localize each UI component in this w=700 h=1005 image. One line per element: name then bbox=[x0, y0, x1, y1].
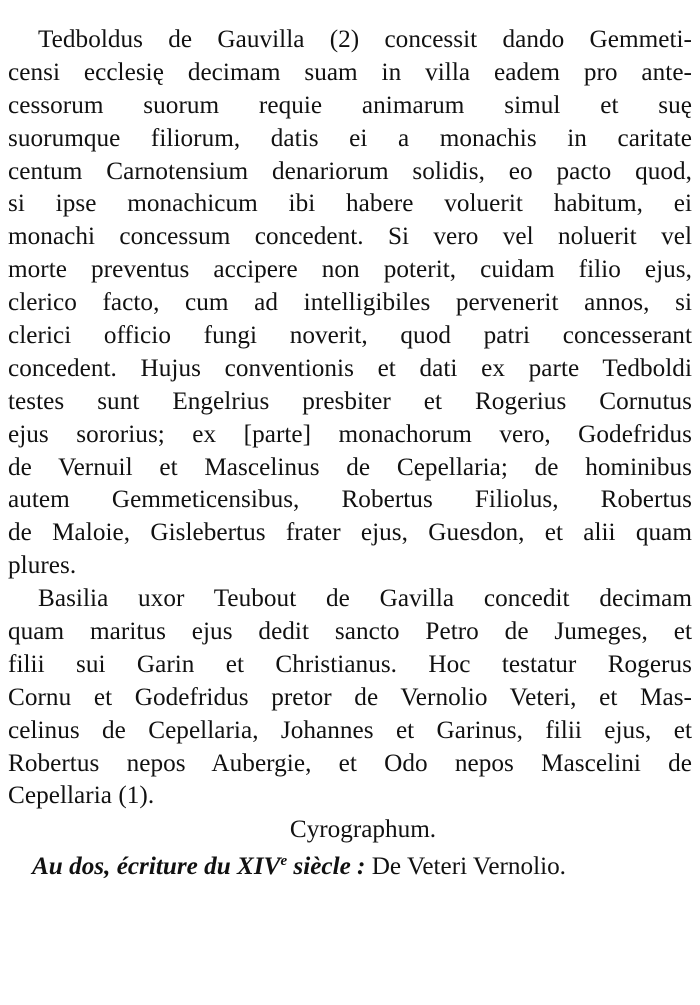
dorsal-label-superscript: e bbox=[280, 853, 288, 870]
paragraph-2 bbox=[8, 583, 692, 813]
text-line: filii sui Garin et Christianus. Hoc testatur Rogerus bbox=[8, 650, 692, 678]
text-line: autem Gemmeticensibus, Robertus Filiolus, Robertus bbox=[8, 486, 692, 514]
text-line: ejus sororius; ex [parte] monachorum vero, Godefridus bbox=[8, 420, 692, 448]
text-line: suorumque filiorum, datis ei a monachis in caritate bbox=[8, 124, 692, 152]
text-line: Cornu et Godefridus pretor de Vernolio Veteri, et Mas- bbox=[8, 683, 692, 711]
text-line: quam maritus ejus dedit sancto Petro de Jumeges, et bbox=[8, 618, 692, 646]
text-line: plures. bbox=[8, 552, 77, 580]
document-page bbox=[8, 24, 692, 884]
text-line: concedent. Hujus conventionis et dati ex parte Tedboldi bbox=[8, 354, 692, 382]
text-line: cessorum suorum requie animarum simul et suę bbox=[8, 91, 692, 119]
cyrographum-heading: Cyrographum. bbox=[289, 816, 437, 844]
dorsal-note bbox=[8, 850, 692, 884]
text-line: morte preventus accipere non poterit, cuidam filio ejus, bbox=[8, 256, 692, 284]
text-line: clerici officio fungi noverit, quod patri concesserant bbox=[8, 322, 692, 350]
paragraph-1 bbox=[8, 24, 692, 583]
text-line: testes sunt Engelrius presbiter et Rogerius Cornutus bbox=[8, 387, 692, 415]
text-line: si ipse monachicum ibi habere voluerit habitum, ei bbox=[8, 190, 692, 218]
text-line: Cepellaria (1). bbox=[8, 782, 155, 810]
text-line: centum Carnotensium denariorum solidis, eo pacto quod, bbox=[8, 157, 692, 185]
text-line: clerico facto, cum ad intelligibiles pervenerit annos, si bbox=[8, 289, 692, 317]
dorsal-note-label bbox=[32, 853, 365, 880]
text-line: Robertus nepos Aubergie, et Odo nepos Mascelini de bbox=[8, 749, 692, 777]
dorsal-note-text: De Veteri Vernolio. bbox=[365, 853, 566, 881]
dorsal-label-suffix: siècle : bbox=[287, 853, 366, 881]
text-line: de Vernuil et Mascelinus de Cepellaria; de hominibus bbox=[8, 453, 692, 481]
text-line: celinus de Cepellaria, Johannes et Garinus, filii ejus, et bbox=[8, 716, 692, 744]
dorsal-label-prefix: Au dos, écriture du XIV bbox=[32, 853, 281, 881]
text-line: Tedboldus de Gauvilla (2) concessit dando Gemmeti- bbox=[38, 26, 692, 53]
text-line: monachi concessum concedent. Si vero vel noluerit vel bbox=[8, 223, 692, 251]
text-line: de Maloie, Gislebertus frater ejus, Guesdon, et alii quam bbox=[8, 519, 692, 547]
text-line: Basilia uxor Teubout de Gavilla concedit decimam bbox=[38, 585, 692, 613]
text-line: censi ecclesię decimam suam in villa eadem pro ante- bbox=[8, 58, 692, 86]
